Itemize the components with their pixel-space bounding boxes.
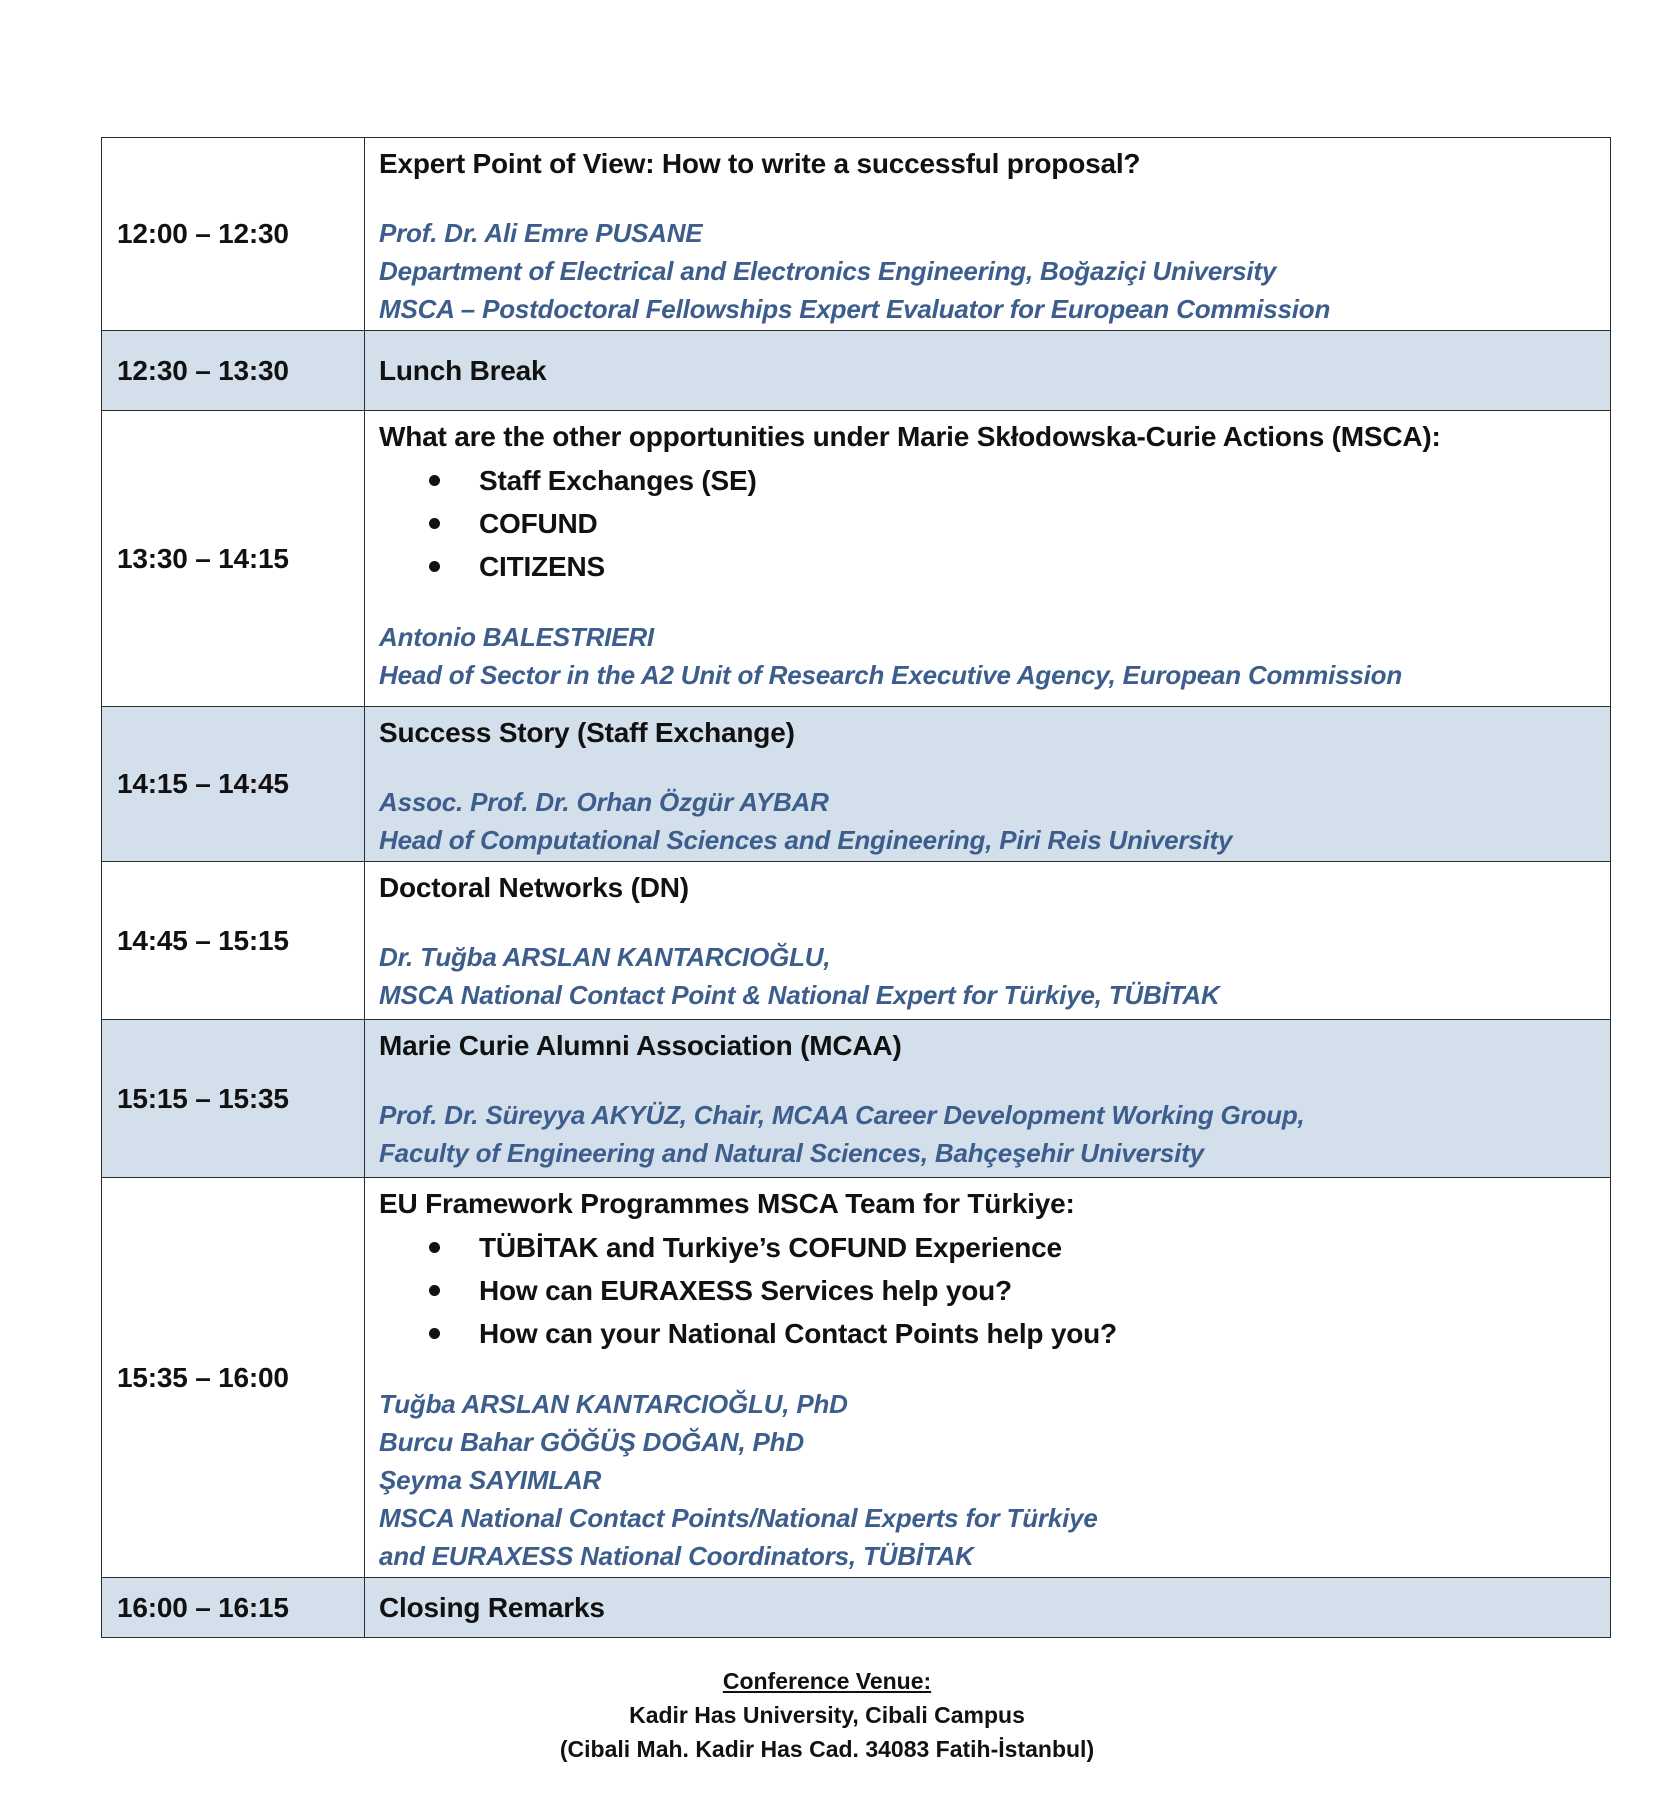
- bullet-icon: [429, 1242, 440, 1253]
- bullet-icon: [429, 1285, 440, 1296]
- session-time: 13:30 – 14:15: [102, 411, 365, 707]
- session-title: Doctoral Networks (DN): [379, 872, 689, 903]
- agenda-row: [102, 707, 1611, 862]
- session-title: Closing Remarks: [379, 1591, 605, 1623]
- agenda-row: [102, 331, 1611, 411]
- venue-name: Kadir Has University, Cibali Campus: [629, 1702, 1025, 1728]
- agenda-table: [101, 137, 1611, 1638]
- session-title: Success Story (Staff Exchange): [379, 717, 795, 748]
- list-item: COFUND: [379, 502, 1596, 545]
- session-title: Lunch Break: [379, 354, 547, 386]
- session-content: [365, 1178, 1611, 1578]
- list-item: How can EURAXESS Services help you?: [379, 1269, 1596, 1312]
- speaker-affiliation: Head of Computational Sciences and Engineering, Piri Reis University: [379, 825, 1233, 855]
- session-content: [365, 707, 1611, 862]
- speaker-name: Prof. Dr. Süreyya AKYÜZ, Chair, MCAA Career Development Working Group,: [379, 1100, 1305, 1130]
- list-item: Staff Exchanges (SE): [379, 459, 1596, 502]
- speaker-name: Burcu Bahar GÖĞÜŞ DOĞAN, PhD: [379, 1427, 804, 1457]
- agenda-row: [102, 1020, 1611, 1178]
- bullet-icon: [429, 518, 440, 529]
- list-item: How can your National Contact Points help you?: [379, 1312, 1596, 1355]
- bullet-icon: [429, 475, 440, 486]
- speaker-name: Assoc. Prof. Dr. Orhan Özgür AYBAR: [379, 787, 829, 817]
- session-time: 15:35 – 16:00: [102, 1178, 365, 1578]
- bullet-list: [379, 459, 1596, 588]
- speaker-affiliation: Head of Sector in the A2 Unit of Research Executive Agency, European Commission: [379, 660, 1403, 690]
- speaker-affiliation: MSCA National Contact Point & National Expert for Türkiye, TÜBİTAK: [379, 980, 1220, 1010]
- session-content: [365, 862, 1611, 1020]
- agenda-row: [102, 1578, 1611, 1638]
- speaker-affiliation: Faculty of Engineering and Natural Sciences, Bahçeşehir University: [379, 1138, 1204, 1168]
- speaker-name: Antonio BALESTRIERI: [379, 622, 654, 652]
- agenda-row: [102, 1178, 1611, 1578]
- speaker-affiliation: MSCA National Contact Points/National Experts for Türkiye: [379, 1503, 1098, 1533]
- session-content: [365, 1020, 1611, 1178]
- session-title: What are the other opportunities under Marie Skłodowska-Curie Actions (MSCA):: [379, 421, 1441, 452]
- session-content: [365, 331, 1611, 411]
- list-item: CITIZENS: [379, 545, 1596, 588]
- session-time: 16:00 – 16:15: [102, 1578, 365, 1638]
- list-item: TÜBİTAK and Turkiye’s COFUND Experience: [379, 1226, 1596, 1269]
- speaker-affiliation: Department of Electrical and Electronics Engineering, Boğaziçi University: [379, 256, 1277, 286]
- speaker-affiliation: and EURAXESS National Coordinators, TÜBİTAK: [379, 1541, 974, 1571]
- speaker-name: Şeyma SAYIMLAR: [379, 1465, 602, 1495]
- session-time: 14:45 – 15:15: [102, 862, 365, 1020]
- speaker-name: Dr. Tuğba ARSLAN KANTARCIOĞLU,: [379, 942, 831, 972]
- speaker-name: Prof. Dr. Ali Emre PUSANE: [379, 218, 703, 248]
- venue-heading: Conference Venue:: [722, 1668, 932, 1694]
- session-title: EU Framework Programmes MSCA Team for Türkiye:: [379, 1188, 1075, 1219]
- session-time: 12:30 – 13:30: [102, 331, 365, 411]
- session-content: [365, 1578, 1611, 1638]
- bullet-list: [379, 1226, 1596, 1355]
- session-time: 12:00 – 12:30: [102, 138, 365, 331]
- session-time: 15:15 – 15:35: [102, 1020, 365, 1178]
- bullet-icon: [429, 1328, 440, 1339]
- speaker-role: MSCA – Postdoctoral Fellowships Expert Evaluator for European Commission: [379, 294, 1331, 324]
- agenda-row: [102, 138, 1611, 331]
- session-title: Expert Point of View: How to write a successful proposal?: [379, 148, 1141, 179]
- agenda-row: [102, 862, 1611, 1020]
- session-title: Marie Curie Alumni Association (MCAA): [379, 1030, 902, 1061]
- session-content: [365, 411, 1611, 707]
- agenda-row: [102, 411, 1611, 707]
- speaker-name: Tuğba ARSLAN KANTARCIOĞLU, PhD: [379, 1389, 848, 1419]
- conference-venue: [0, 1664, 1654, 1766]
- session-content: [365, 138, 1611, 331]
- session-time: 14:15 – 14:45: [102, 707, 365, 862]
- venue-address: (Cibali Mah. Kadir Has Cad. 34083 Fatih-İstanbul): [559, 1736, 1095, 1762]
- bullet-icon: [429, 561, 440, 572]
